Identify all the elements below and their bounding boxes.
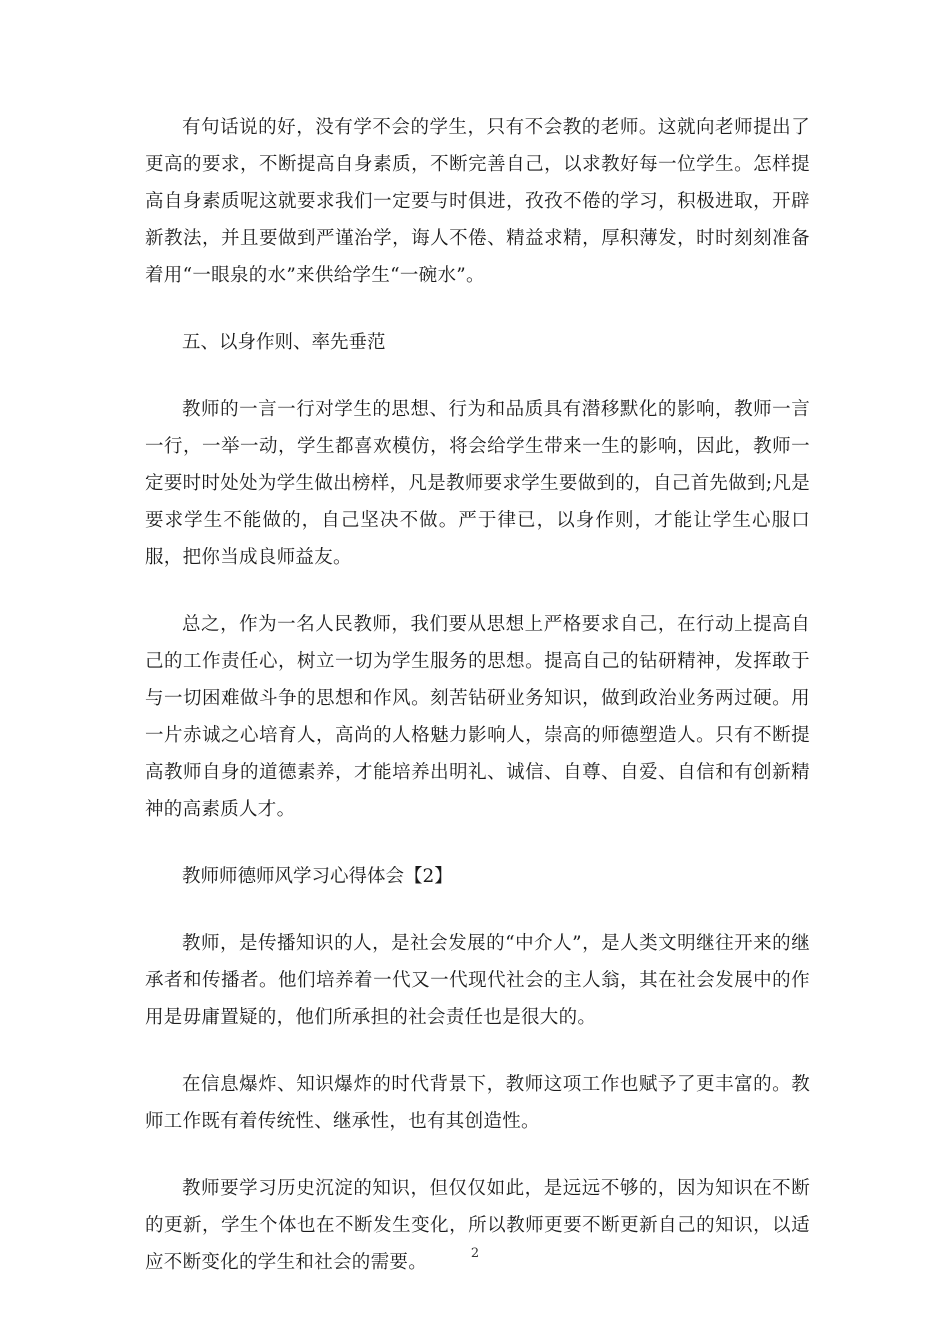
paragraph-conclusion: 总之，作为一名人民教师，我们要从思想上严格要求自己，在行动上提高自己的工作责任心，树立一切为学生服务的思想。提高自己的钻研精神，发挥敢于与一切困难做斗争的思想和作风。刻苦钻研业务知识，做到政治业务两过硬。用一片赤诚之心培育人，高尚的人格魅力影响人，崇高的师德塑造人。只有不断提高教师自身的道德素养，才能培养出明礼、诚信、自尊、自爱、自信和有创新精神的高素质人才。 xyxy=(145,614,810,820)
page-number: 2 xyxy=(470,1246,480,1261)
document-body xyxy=(145,109,810,1311)
section-heading-lead-by-example: 五、以身作则、率先垂范 xyxy=(182,332,386,353)
paragraph-role-model: 教师的一言一行对学生的思想、行为和品质具有潜移默化的影响，教师一言一行，一举一动，学生都喜欢模仿，将会给学生带来一生的影响，因此，教师一定要时时处处为学生做出榜样，凡是教师要求学生要做到的，自己首先做到;凡是要求学生不能做的，自己坚决不做。严于律已，以身作则，才能让学生心服口服，把你当成良师益友。 xyxy=(145,399,810,568)
paragraph-teacher-role: 教师，是传播知识的人，是社会发展的“中介人”，是人类文明继往开来的继承者和传播者。他们培养着一代又一代现代社会的主人翁，其在社会发展中的作用是毋庸置疑的，他们所承担的社会责任也是很大的。 xyxy=(145,933,810,1028)
paragraph-keep-learning: 教师要学习历史沉淀的知识，但仅仅如此，是远远不够的，因为知识在不断的更新，学生个体也在不断发生变化，所以教师更要不断更新自己的知识，以适应不断变化的学生和社会的需要。 xyxy=(145,1178,810,1273)
section-heading-essay-2: 教师师德师风学习心得体会【2】 xyxy=(182,866,453,887)
paragraph-self-improvement: 有句话说的好，没有学不会的学生，只有不会教的老师。这就向老师提出了更高的要求，不断提高自身素质，不断完善自己，以求教好每一位学生。怎样提高自身素质呢这就要求我们一定要与时俱进，孜孜不倦的学习，积极进取，开辟新教法，并且要做到严谨治学，诲人不倦、精益求精，厚积薄发，时时刻刻准备着用“一眼泉的水”来供给学生“一碗水”。 xyxy=(145,117,810,286)
paragraph-information-age: 在信息爆炸、知识爆炸的时代背景下，教师这项工作也赋予了更丰富的。教师工作既有着传统性、继承性，也有其创造性。 xyxy=(145,1074,810,1132)
